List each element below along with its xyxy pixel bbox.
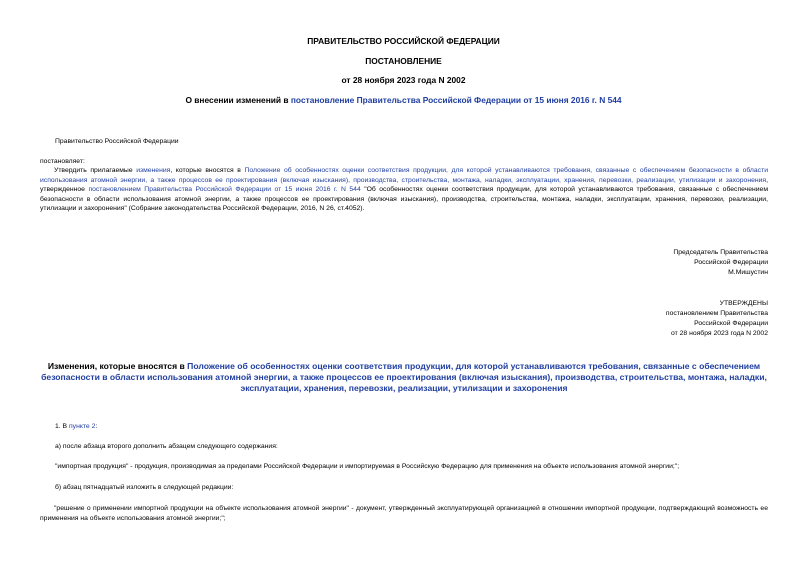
signature-line-3: М.Мишустин — [728, 269, 768, 276]
p1-text-d: "Об особенностях оценки соответствия продукции, для которой устанавливаются требования, связанные с обеспечением безопасности в области использования атомной энергии, а также процессов ее проектирования (включая изыскания), производства, строительства, монтажа, наладки, эксплуатации, хранения, перевозки, реализации, утилизации и захоронения" (Собрание законодательства Российской Федерации, 2016, N 26, ст.4052). — [40, 186, 769, 213]
approved-line-4: от 28 ноября 2023 года N 2002 — [671, 330, 768, 337]
document-title-prefix: О внесении изменений в — [185, 95, 291, 105]
p1-text-c: , утвержденное — [40, 176, 768, 194]
document-type: ПОСТАНОВЛЕНИЕ — [365, 56, 442, 66]
document-title — [0, 95, 807, 105]
item-1 — [55, 422, 97, 432]
item-1-suffix: : — [95, 423, 98, 430]
changes-heading — [40, 361, 768, 394]
item-1-prefix: 1. В — [55, 423, 69, 430]
item-b: б) абзац пятнадцатый изложить в следующей редакции: — [55, 484, 234, 491]
item-a: а) после абзаца второго дополнить абзацем следующего содержания: — [55, 443, 278, 450]
document-title-link[interactable]: постановление Правительства Российской Федерации от 15 июня 2016 г. N 544 — [290, 95, 622, 105]
quote-b: "решение о применении импортной продукции на объекте использования атомной энергии" - документ, утвержденный эксплуатирующей организацией в отношении импортной продукции, подтверждающий возможность ее применения на объекте использования атомной энергии;"; — [40, 505, 768, 522]
p1-text-b: , которые вносятся в — [170, 167, 245, 174]
decrees-line: постановляет: — [40, 158, 85, 165]
document-date-number: от 28 ноября 2023 года N 2002 — [341, 75, 466, 85]
approved-block — [568, 299, 768, 339]
signature-line-1: Председатель Правительства — [673, 249, 768, 256]
government-title: ПРАВИТЕЛЬСТВО РОССИЙСКОЙ ФЕДЕРАЦИИ — [307, 36, 500, 46]
p1-text-a: Утвердить прилагаемые — [54, 167, 137, 174]
main-paragraph — [40, 166, 768, 214]
government-line: Правительство Российской Федерации — [55, 138, 179, 145]
approved-line-3: Российской Федерации — [694, 320, 768, 327]
changes-heading-prefix: Изменения, которые вносятся в — [47, 361, 188, 371]
approved-line-2: постановлением Правительства — [665, 310, 768, 317]
regulation-link[interactable]: Положение об особенностях оценки соответствия продукции, для которой устанавливаются требования, связанные с обеспечением безопасности в области использования атомной энергии, а также процессов ее проектирования (включая изыскания), производства, строительства, монтажа, наладки, эксплуатации, хранения, перевозки, реализации, утилизации и захоронения — [40, 167, 768, 184]
approved-line-1: УТВЕРЖДЕНЫ — [719, 300, 768, 307]
changes-link[interactable]: изменения — [136, 167, 171, 174]
changes-heading-link[interactable]: Положение об особенностях оценки соответствия продукции, для которой устанавливаются требования, связанные с обеспечением безопасности в области использования атомной энергии, а также процессов ее проектирования (включая изыскания), производства, строительства, монтажа, наладки, эксплуатации, хранения, перевозки, реализации, утилизации и захоронения — [41, 361, 767, 393]
quote-a: "импортная продукция" - продукция, производимая за пределами Российской Федерации и импортируемая в Российскую Федерацию для применения на объекте использования атомной энергии;"; — [55, 463, 680, 470]
signature-line-2: Российской Федерации — [694, 259, 768, 266]
item-1-link[interactable]: пункте 2 — [68, 423, 96, 430]
signature-block — [568, 248, 768, 278]
resolution-link[interactable]: постановлением Правительства Российской Федерации от 15 июня 2016 г. N 544 — [88, 186, 361, 194]
